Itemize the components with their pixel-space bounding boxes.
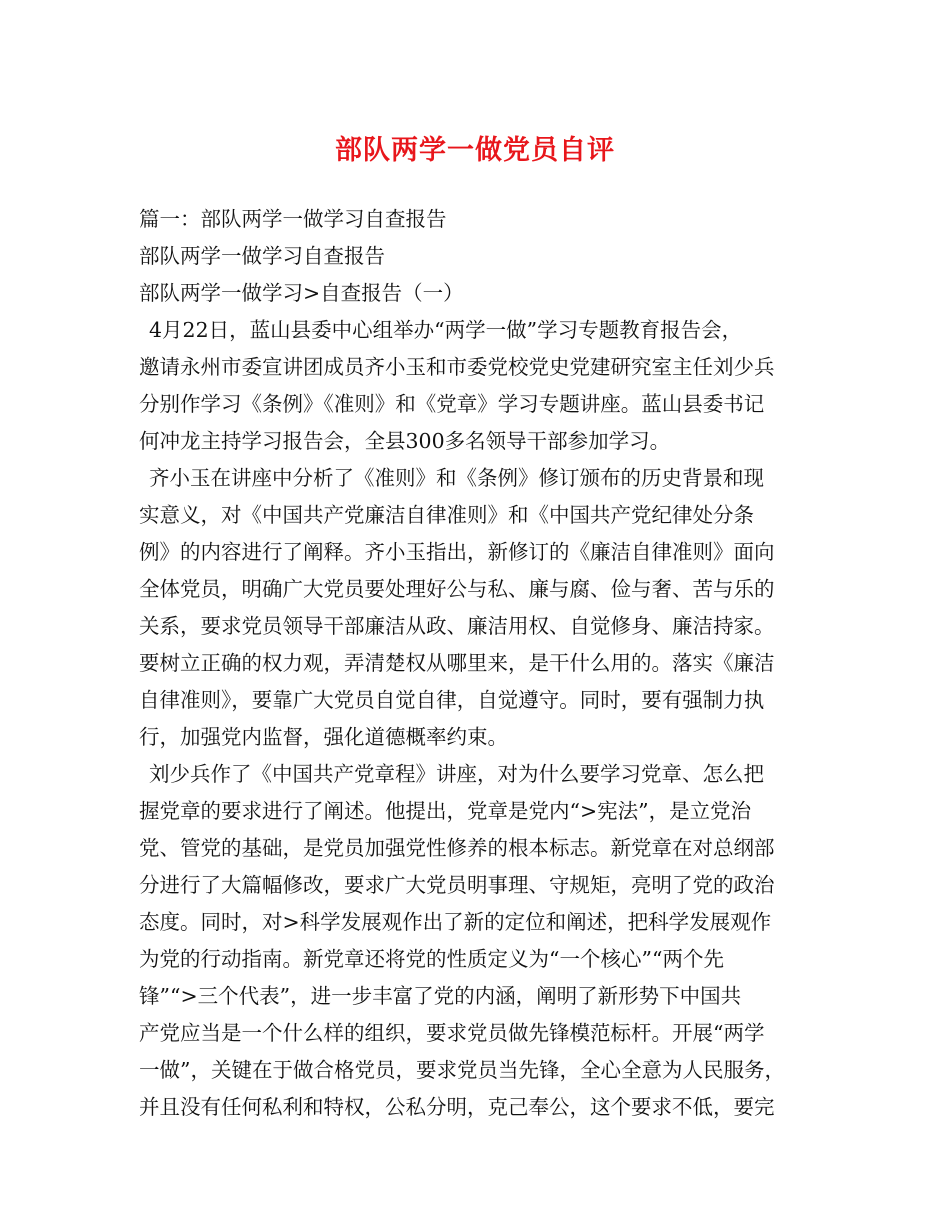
paragraph-1 — [139, 312, 829, 460]
paragraph-line: 4月22日，蓝山县委中心组举办“两学一做”学习专题教育报告会， — [149, 318, 743, 342]
paragraph-line: 握党章的要求进行了阐述。他提出，党章是党内“>宪法”，是立党治 — [139, 799, 752, 823]
paragraph-line: 刘少兵作了《中国共产党章程》讲座，对为什么要学习党章、怎么把 — [149, 762, 764, 786]
paragraph-line: 为党的行动指南。新党章还将党的性质定义为“一个核心”“两个先 — [139, 947, 724, 971]
paragraph-2 — [139, 460, 829, 756]
paragraph-line: 邀请永州市委宣讲团成员齐小玉和市委党校党史党建研究室主任刘少兵 — [139, 355, 775, 379]
paragraph-3 — [139, 756, 829, 1126]
section-heading-1: 篇一：部队两学一做学习自查报告 — [139, 207, 447, 231]
document-title: 部队两学一做党员自评 — [335, 135, 615, 166]
paragraph-line: 行，加强党内监督，强化道德概率约束。 — [139, 725, 508, 749]
paragraph-line: 齐小玉在讲座中分析了《准则》和《条例》修订颁布的历史背景和现 — [149, 466, 764, 490]
paragraph-line: 并且没有任何私利和特权，公私分明，克己奉公，这个要求不低，要完 — [139, 1095, 775, 1119]
paragraph-line: 实意义，对《中国共产党廉洁自律准则》和《中国共产党纪律处分条 — [139, 503, 754, 527]
paragraph-line: 例》的内容进行了阐释。齐小玉指出，新修订的《廉洁自律准则》面向 — [139, 540, 775, 564]
section-heading-3: 部队两学一做学习>自查报告（一） — [139, 281, 464, 305]
section-heading-2: 部队两学一做学习自查报告 — [139, 244, 385, 268]
paragraph-line: 分别作学习《条例》《准则》和《党章》学习专题讲座。蓝山县委书记 — [139, 392, 765, 416]
document-body — [139, 201, 829, 1126]
paragraph-line: 自律准则》，要靠广大党员自觉自律，自觉遵守。同时，要有强制力执 — [139, 688, 765, 712]
paragraph-line: 全体党员，明确广大党员要处理好公与私、廉与腐、俭与奢、苦与乐的 — [139, 577, 775, 601]
paragraph-line: 关系，要求党员领导干部廉洁从政、廉洁用权、自觉修身、廉洁持家。 — [139, 614, 775, 638]
paragraph-line: 产党应当是一个什么样的组织，要求党员做先锋模范标杆。开展“两学 — [139, 1021, 765, 1045]
paragraph-line: 分进行了大篇幅修改，要求广大党员明事理、守规矩，亮明了党的政治 — [139, 873, 775, 897]
paragraph-line: 要树立正确的权力观，弄清楚权从哪里来，是干什么用的。落实《廉洁 — [139, 651, 775, 675]
paragraph-line: 一做”，关键在于做合格党员，要求党员当先锋，全心全意为人民服务， — [139, 1058, 785, 1082]
paragraph-line: 锋”“>三个代表”，进一步丰富了党的内涵，阐明了新形势下中国共 — [139, 984, 742, 1008]
paragraph-line: 何冲龙主持学习报告会，全县300多名领导干部参加学习。 — [139, 429, 671, 453]
paragraph-line: 态度。同时，对>科学发展观作出了新的定位和阐述，把科学发展观作 — [139, 910, 772, 934]
paragraph-line: 党、管党的基础，是党员加强党性修养的根本标志。新党章在对总纲部 — [139, 836, 775, 860]
